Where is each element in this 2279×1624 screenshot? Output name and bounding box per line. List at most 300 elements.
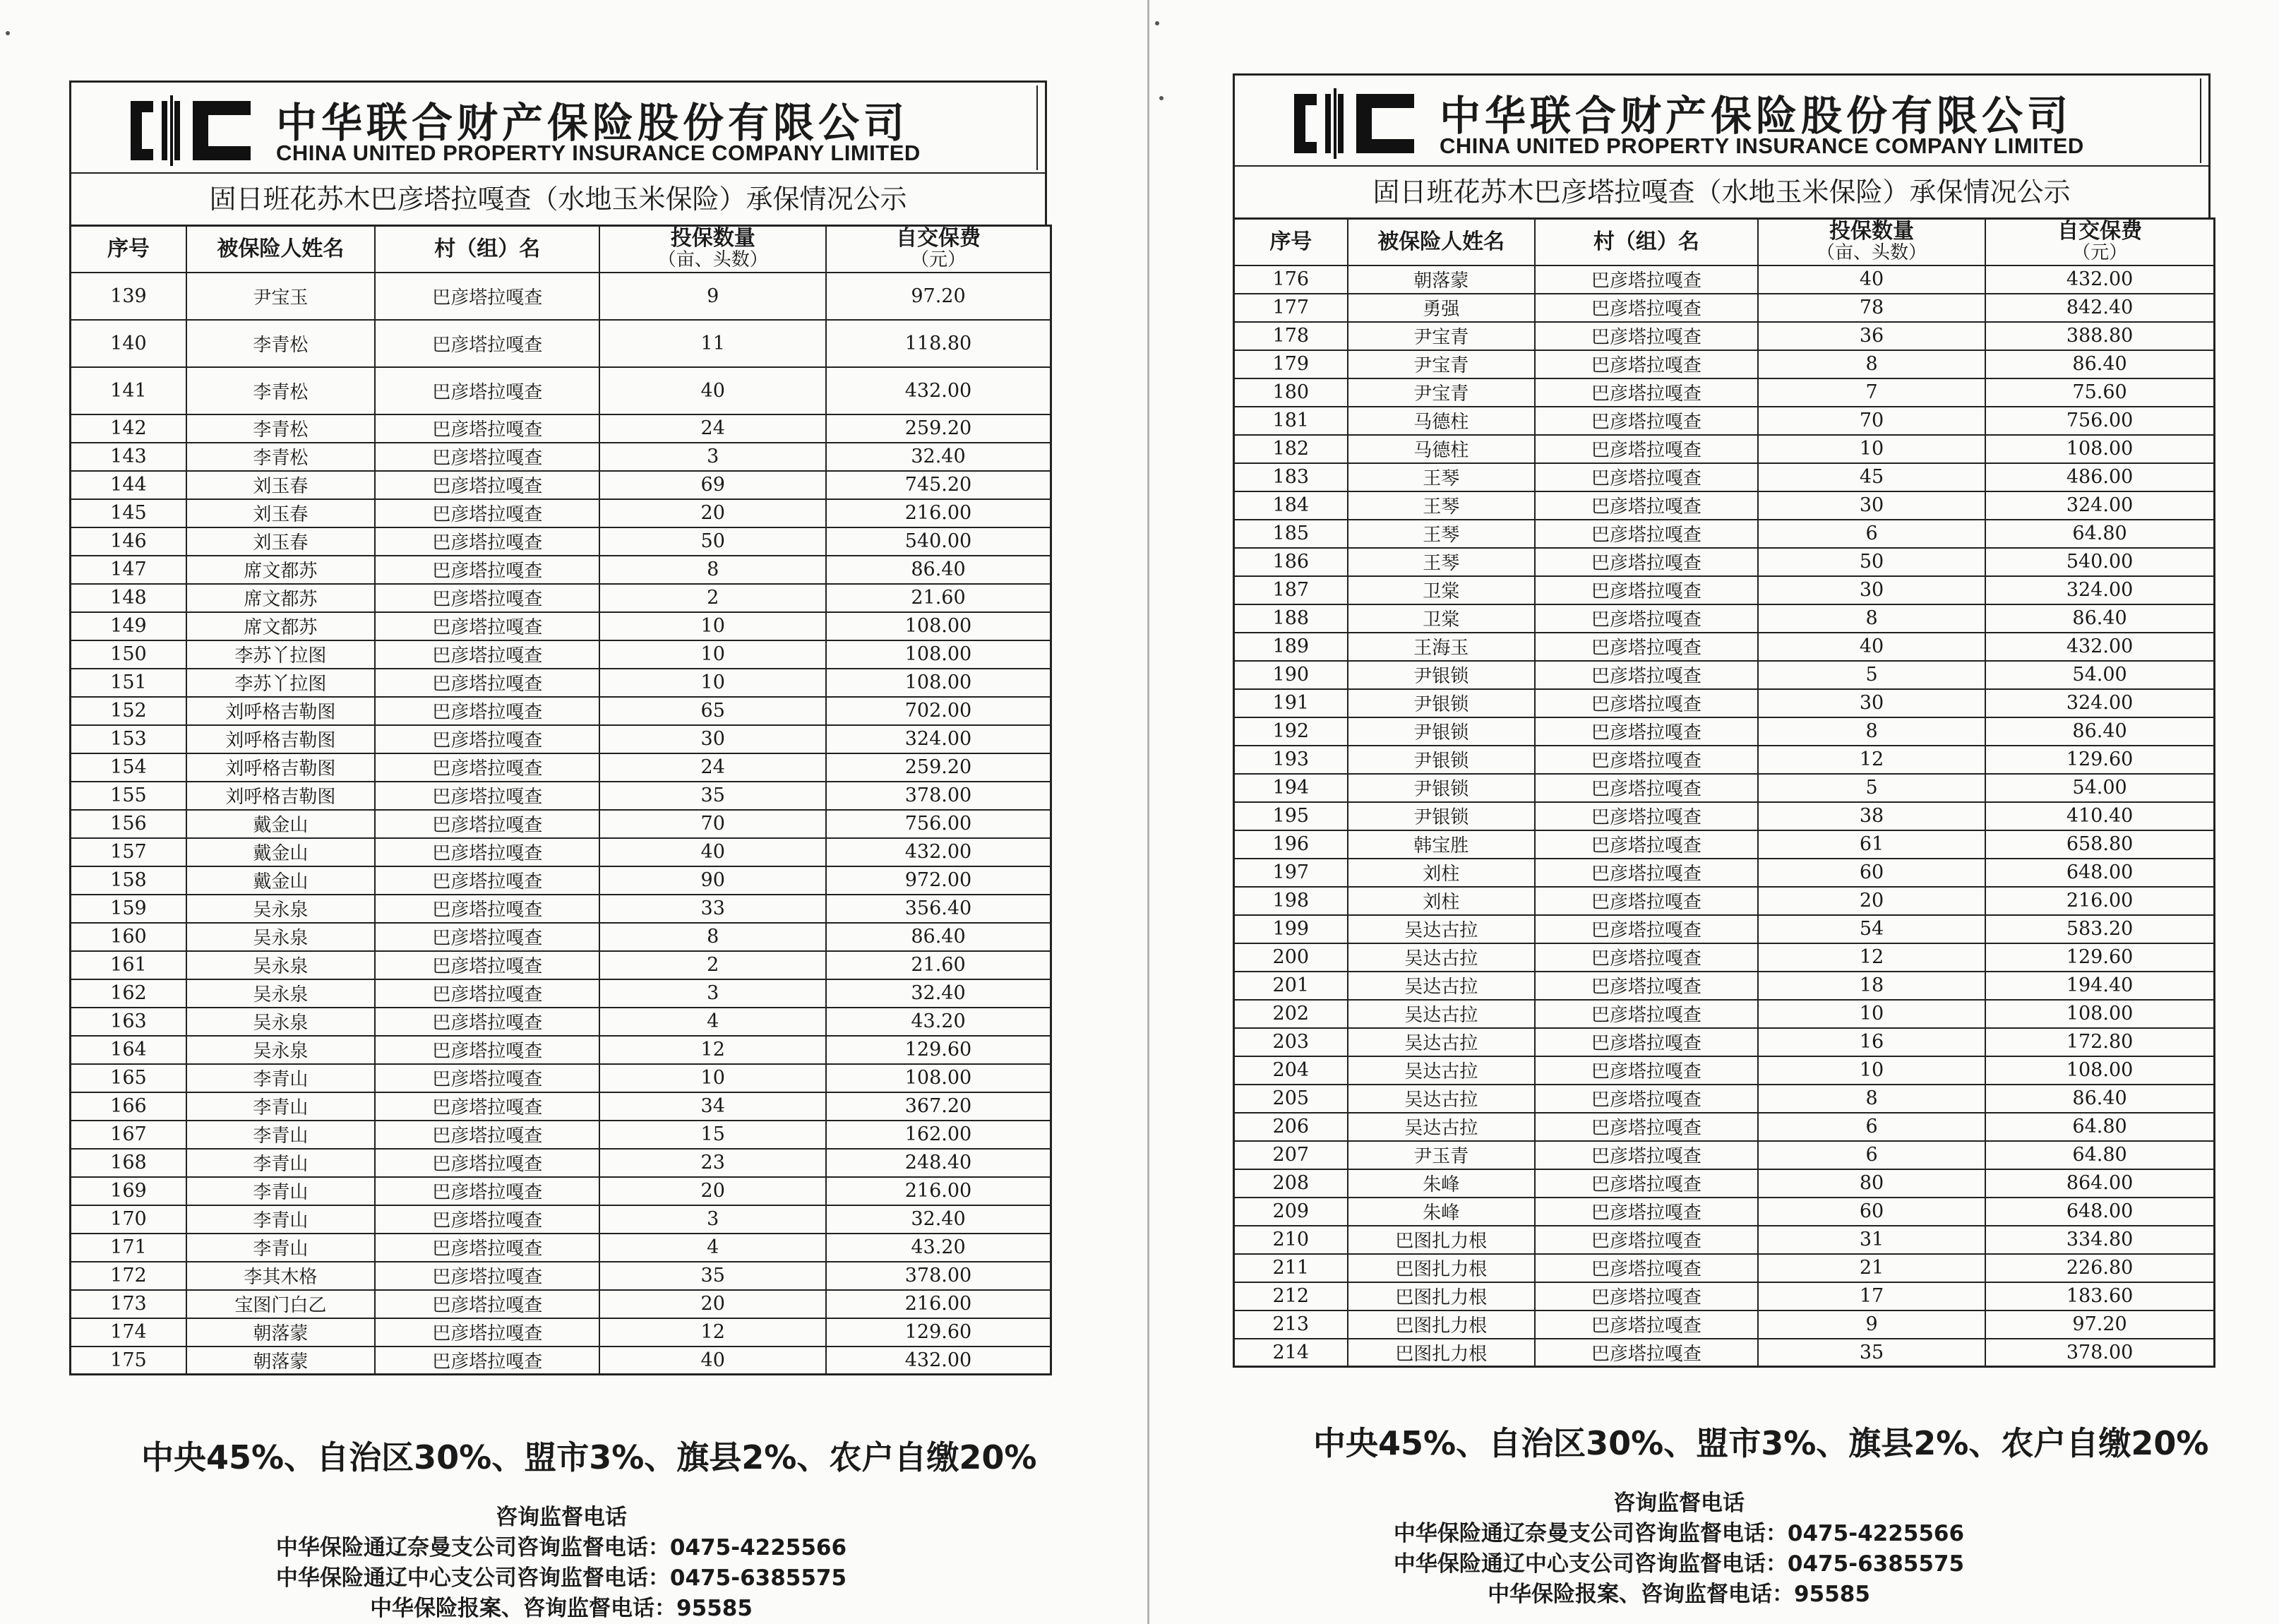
cell-seq: 158 [71,866,186,895]
cell-qty: 30 [599,725,826,753]
cell-village: 巴彦塔拉嘎查 [1535,463,1758,491]
cell-village: 巴彦塔拉嘎查 [1535,1310,1758,1339]
cell-seq: 183 [1234,463,1348,491]
table-row [1234,887,2215,915]
cell-seq: 188 [1234,604,1348,633]
cell-qty: 40 [599,838,826,866]
contact-heading: 咨询监督电话 [1613,1491,1745,1516]
cell-seq: 194 [1234,774,1348,802]
table-row [71,1177,1051,1205]
cell-seq: 185 [1234,520,1348,548]
cell-name: 勇强 [1348,294,1535,322]
cell-qty: 10 [1758,1056,1985,1085]
cell-name: 吴达古拉 [1348,1056,1535,1085]
cell-village: 巴彦塔拉嘎查 [375,1205,599,1234]
table-row [71,556,1051,584]
cell-name: 吴达古拉 [1348,1028,1535,1056]
table-header-row [71,226,1051,273]
table-row [71,810,1051,838]
cell-fee: 21.60 [826,584,1051,612]
table-row [71,951,1051,979]
cell-fee: 432.00 [1985,265,2214,294]
cell-fee: 32.40 [826,443,1051,471]
cell-village: 巴彦塔拉嘎查 [375,1290,599,1318]
cell-qty: 20 [599,1290,826,1318]
cell-seq: 171 [71,1234,186,1262]
cell-name: 席文都苏 [186,584,375,612]
cell-village: 巴彦塔拉嘎查 [1535,943,1758,972]
cell-seq: 187 [1234,576,1348,604]
cell-name: 尹银锁 [1348,802,1535,830]
cell-fee: 216.00 [826,1177,1051,1205]
cell-name: 李青松 [186,367,375,414]
cell-village: 巴彦塔拉嘎查 [1535,1028,1758,1056]
cell-name: 马德柱 [1348,435,1535,463]
cell-name: 尹宝青 [1348,322,1535,350]
cell-name: 朝落蒙 [186,1318,375,1347]
cell-name: 吴达古拉 [1348,1085,1535,1113]
table-row [1234,1254,2215,1282]
cell-fee: 648.00 [1985,859,2214,887]
cell-village: 巴彦塔拉嘎查 [1535,407,1758,435]
cell-qty: 10 [599,612,826,640]
cell-fee: 183.60 [1985,1282,2214,1310]
cell-fee: 54.00 [1985,774,2214,802]
cell-fee: 745.20 [826,471,1051,499]
table-row [71,320,1051,367]
cell-village: 巴彦塔拉嘎查 [1535,576,1758,604]
cell-fee: 32.40 [826,979,1051,1008]
cell-village: 巴彦塔拉嘎查 [375,866,599,895]
company-header [1233,73,2211,167]
cell-seq: 214 [1234,1339,1348,1367]
table-row [1234,378,2215,407]
cell-fee: 32.40 [826,1205,1051,1234]
cell-qty: 4 [599,1008,826,1036]
col-village: 村（组）名 [375,226,599,273]
cell-name: 刘柱 [1348,859,1535,887]
cell-village: 巴彦塔拉嘎查 [375,1092,599,1121]
cell-qty: 5 [1758,774,1985,802]
cell-name: 刘呼格吉勒图 [186,753,375,782]
cell-qty: 2 [599,951,826,979]
cell-seq: 191 [1234,689,1348,717]
table-row [71,1347,1051,1375]
cell-qty: 50 [599,527,826,556]
cell-seq: 201 [1234,972,1348,1000]
cell-seq: 148 [71,584,186,612]
cell-village: 巴彦塔拉嘎查 [375,1347,599,1375]
cell-village: 巴彦塔拉嘎查 [1535,1339,1758,1367]
cell-village: 巴彦塔拉嘎查 [1535,322,1758,350]
cell-name: 宝图门白乙 [186,1290,375,1318]
cell-qty: 54 [1758,915,1985,943]
cell-name: 戴金山 [186,810,375,838]
cell-qty: 20 [599,1177,826,1205]
cell-seq: 145 [71,499,186,527]
cell-qty: 8 [1758,1085,1985,1113]
table-row [1234,943,2215,972]
cell-fee: 378.00 [826,782,1051,810]
cell-village: 巴彦塔拉嘎查 [1535,1198,1758,1226]
cell-qty: 9 [1758,1310,1985,1339]
table-row [71,1121,1051,1149]
cell-fee: 432.00 [826,838,1051,866]
cell-village: 巴彦塔拉嘎查 [375,640,599,669]
cell-seq: 169 [71,1177,186,1205]
cell-name: 李其木格 [186,1262,375,1290]
cell-name: 李青山 [186,1149,375,1177]
cell-name: 王琴 [1348,491,1535,520]
table-row [71,1290,1051,1318]
table-row [1234,1282,2215,1310]
contact-line3: 中华保险报案、咨询监督电话：95585 [1488,1582,1870,1607]
cell-qty: 61 [1758,830,1985,859]
cell-qty: 15 [599,1121,826,1149]
cell-seq: 180 [1234,378,1348,407]
table-row [1234,548,2215,576]
cell-name: 巴图扎力根 [1348,1339,1535,1367]
cell-seq: 204 [1234,1056,1348,1085]
cell-name: 李苏丫拉图 [186,640,375,669]
contact-line1: 中华保险通辽奈曼支公司咨询监督电话：0475-4225566 [1393,1521,1965,1546]
cell-fee: 129.60 [826,1318,1051,1347]
cell-name: 朝落蒙 [186,1347,375,1375]
table-row [71,782,1051,810]
cell-seq: 143 [71,443,186,471]
cell-village: 巴彦塔拉嘎查 [375,669,599,697]
table-row [1234,1310,2215,1339]
col-name: 被保险人姓名 [1348,219,1535,265]
company-header [69,80,1047,174]
cell-fee: 432.00 [826,1347,1051,1375]
col-qty-line2: （亩、头数） [657,249,768,270]
cell-village: 巴彦塔拉嘎查 [375,320,599,367]
table-row [1234,802,2215,830]
table-row [1234,1113,2215,1141]
cell-name: 吴永泉 [186,979,375,1008]
cell-name: 韩宝胜 [1348,830,1535,859]
insured-table-right [1233,217,2215,1368]
cell-fee: 540.00 [826,527,1051,556]
cell-name: 李青松 [186,414,375,443]
cell-qty: 12 [1758,943,1985,972]
table-row [71,1262,1051,1290]
cell-qty: 16 [1758,1028,1985,1056]
cell-qty: 34 [599,1092,826,1121]
cell-village: 巴彦塔拉嘎查 [375,1318,599,1347]
table-row [1234,689,2215,717]
cell-name: 吴达古拉 [1348,1000,1535,1028]
cell-fee: 378.00 [1985,1339,2214,1367]
table-row [1234,1339,2215,1367]
table-row [71,1234,1051,1262]
cell-fee: 658.80 [1985,830,2214,859]
cell-qty: 40 [1758,633,1985,661]
cell-name: 刘呼格吉勒图 [186,725,375,753]
cell-seq: 170 [71,1205,186,1234]
cell-name: 戴金山 [186,866,375,895]
table-row [71,1008,1051,1036]
cell-name: 李青山 [186,1064,375,1092]
notice-title: 固日班花苏木巴彦塔拉嘎查（水地玉米保险）承保情况公示 [69,174,1047,225]
table-row [1234,1169,2215,1198]
cell-seq: 173 [71,1290,186,1318]
cell-name: 刘玉春 [186,471,375,499]
col-qty-line1: 投保数量 [670,225,755,251]
cell-seq: 161 [71,951,186,979]
cell-seq: 160 [71,923,186,951]
cell-village: 巴彦塔拉嘎查 [1535,802,1758,830]
left-sheet [69,80,1058,1375]
col-seq: 序号 [1234,219,1348,265]
cell-seq: 149 [71,612,186,640]
cell-name: 朱峰 [1348,1198,1535,1226]
cell-fee: 334.80 [1985,1226,2214,1254]
cell-name: 吴永泉 [186,1036,375,1064]
cell-fee: 356.40 [826,895,1051,923]
col-fee-line2: （元） [910,249,966,270]
cell-qty: 30 [1758,491,1985,520]
cell-fee: 324.00 [826,725,1051,753]
cell-seq: 172 [71,1262,186,1290]
insured-table-left [69,225,1052,1375]
cell-fee: 259.20 [826,414,1051,443]
cic-logo-icon [125,95,259,166]
cell-qty: 40 [599,1347,826,1375]
cell-village: 巴彦塔拉嘎查 [1535,1254,1758,1282]
table-row [71,584,1051,612]
cell-seq: 190 [1234,661,1348,689]
cell-village: 巴彦塔拉嘎查 [375,471,599,499]
cell-seq: 146 [71,527,186,556]
cell-fee: 756.00 [826,810,1051,838]
cell-fee: 108.00 [1985,1000,2214,1028]
cell-fee: 129.60 [826,1036,1051,1064]
cell-qty: 9 [599,273,826,320]
cell-village: 巴彦塔拉嘎查 [375,612,599,640]
cell-village: 巴彦塔拉嘎查 [375,782,599,810]
table-row [71,895,1051,923]
col-seq: 序号 [71,226,186,273]
cell-fee: 324.00 [1985,576,2214,604]
table-row [1234,322,2215,350]
cell-qty: 45 [1758,463,1985,491]
cell-name: 王琴 [1348,463,1535,491]
cell-qty: 11 [599,320,826,367]
cell-village: 巴彦塔拉嘎查 [1535,887,1758,915]
cell-fee: 86.40 [1985,350,2214,378]
cell-seq: 211 [1234,1254,1348,1282]
cell-name: 巴图扎力根 [1348,1226,1535,1254]
cell-name: 朱峰 [1348,1169,1535,1198]
cell-fee: 486.00 [1985,463,2214,491]
cell-name: 王琴 [1348,548,1535,576]
cell-fee: 226.80 [1985,1254,2214,1282]
cell-seq: 198 [1234,887,1348,915]
cell-name: 尹宝玉 [186,273,375,320]
cell-village: 巴彦塔拉嘎查 [1535,1056,1758,1085]
cell-fee: 540.00 [1985,548,2214,576]
col-fee [826,226,1051,273]
table-row [1234,915,2215,943]
cell-seq: 154 [71,753,186,782]
cell-seq: 157 [71,838,186,866]
table-row [71,367,1051,414]
cell-seq: 176 [1234,265,1348,294]
cell-qty: 70 [599,810,826,838]
cell-fee: 108.00 [1985,435,2214,463]
cell-fee: 216.00 [826,1290,1051,1318]
notice-title: 固日班花苏木巴彦塔拉嘎查（水地玉米保险）承保情况公示 [1233,167,2211,217]
cell-qty: 40 [599,367,826,414]
cell-seq: 186 [1234,548,1348,576]
cell-fee: 864.00 [1985,1169,2214,1198]
table-header-row [1234,219,2215,265]
table-row [1234,1056,2215,1085]
cell-seq: 153 [71,725,186,753]
cell-qty: 23 [599,1149,826,1177]
cell-village: 巴彦塔拉嘎查 [375,810,599,838]
cell-qty: 10 [599,1064,826,1092]
cell-village: 巴彦塔拉嘎查 [375,367,599,414]
table-row [1234,1198,2215,1226]
cell-fee: 388.80 [1985,322,2214,350]
cell-qty: 3 [599,1205,826,1234]
cell-village: 巴彦塔拉嘎查 [1535,1282,1758,1310]
cell-qty: 8 [1758,604,1985,633]
cell-name: 李青松 [186,443,375,471]
cell-qty: 8 [1758,717,1985,746]
company-name-en: CHINA UNITED PROPERTY INSURANCE COMPANY LIMITED [276,141,921,165]
header-rule [2200,78,2208,163]
contact-heading: 咨询监督电话 [496,1505,627,1530]
cell-name: 席文都苏 [186,556,375,584]
table-row [71,1205,1051,1234]
cell-seq: 195 [1234,802,1348,830]
cell-qty: 31 [1758,1226,1985,1254]
cell-name: 尹玉青 [1348,1141,1535,1169]
cell-qty: 10 [1758,435,1985,463]
cell-seq: 155 [71,782,186,810]
cell-fee: 108.00 [826,640,1051,669]
cell-qty: 35 [1758,1339,1985,1367]
cell-fee: 43.20 [826,1008,1051,1036]
col-fee [1985,219,2214,265]
cell-qty: 30 [1758,689,1985,717]
cell-seq: 210 [1234,1226,1348,1254]
cell-fee: 86.40 [826,923,1051,951]
cell-name: 卫棠 [1348,576,1535,604]
cell-name: 吴达古拉 [1348,915,1535,943]
cell-village: 巴彦塔拉嘎查 [375,697,599,725]
cell-seq: 192 [1234,717,1348,746]
cell-qty: 40 [1758,265,1985,294]
cell-qty: 12 [1758,746,1985,774]
cell-name: 巴图扎力根 [1348,1254,1535,1282]
table-row [71,669,1051,697]
right-sheet [1233,73,2214,1368]
table-row [71,443,1051,471]
cell-seq: 189 [1234,633,1348,661]
cell-seq: 209 [1234,1198,1348,1226]
right-page [1147,0,2279,1624]
cell-qty: 17 [1758,1282,1985,1310]
table-row [71,979,1051,1008]
cell-fee: 432.00 [826,367,1051,414]
cell-fee: 410.40 [1985,802,2214,830]
cell-qty: 6 [1758,1141,1985,1169]
contact-block [244,1503,879,1624]
cell-village: 巴彦塔拉嘎查 [1535,746,1758,774]
col-name: 被保险人姓名 [186,226,375,273]
table-row [71,1064,1051,1092]
cell-qty: 20 [599,499,826,527]
col-qty [599,226,826,273]
table-row [1234,661,2215,689]
cell-fee: 97.20 [1985,1310,2214,1339]
cell-name: 李青山 [186,1234,375,1262]
cell-fee: 86.40 [1985,604,2214,633]
cell-name: 马德柱 [1348,407,1535,435]
table-row [1234,972,2215,1000]
cell-seq: 184 [1234,491,1348,520]
cell-seq: 175 [71,1347,186,1375]
cell-fee: 86.40 [1985,1085,2214,1113]
col-fee-line2: （元） [2072,241,2128,263]
cell-name: 吴达古拉 [1348,1113,1535,1141]
table-row [71,273,1051,320]
cell-village: 巴彦塔拉嘎查 [1535,435,1758,463]
cell-name: 尹银锁 [1348,717,1535,746]
cell-qty: 60 [1758,1198,1985,1226]
cell-fee: 324.00 [1985,491,2214,520]
cell-qty: 6 [1758,520,1985,548]
cell-qty: 3 [599,979,826,1008]
cell-seq: 202 [1234,1000,1348,1028]
cell-fee: 108.00 [826,1064,1051,1092]
cell-village: 巴彦塔拉嘎查 [1535,774,1758,802]
cell-seq: 213 [1234,1310,1348,1339]
cell-fee: 216.00 [826,499,1051,527]
cell-fee: 378.00 [826,1262,1051,1290]
cell-qty: 8 [599,556,826,584]
cell-name: 尹银锁 [1348,689,1535,717]
cell-village: 巴彦塔拉嘎查 [1535,915,1758,943]
cell-seq: 174 [71,1318,186,1347]
cell-qty: 8 [599,923,826,951]
cell-name: 吴达古拉 [1348,972,1535,1000]
cell-village: 巴彦塔拉嘎查 [1535,830,1758,859]
table-row [1234,859,2215,887]
table-row [71,923,1051,951]
cell-fee: 756.00 [1985,407,2214,435]
cell-seq: 206 [1234,1113,1348,1141]
cell-village: 巴彦塔拉嘎查 [1535,1085,1758,1113]
cell-fee: 108.00 [1985,1056,2214,1085]
col-qty-line1: 投保数量 [1829,218,1915,244]
table-row [71,1092,1051,1121]
table-row [71,697,1051,725]
cell-seq: 193 [1234,746,1348,774]
cell-name: 吴达古拉 [1348,943,1535,972]
table-row [1234,350,2215,378]
cell-qty: 24 [599,414,826,443]
cell-seq: 212 [1234,1282,1348,1310]
cell-name: 吴永泉 [186,1008,375,1036]
cell-qty: 2 [599,584,826,612]
cell-fee: 367.20 [826,1092,1051,1121]
